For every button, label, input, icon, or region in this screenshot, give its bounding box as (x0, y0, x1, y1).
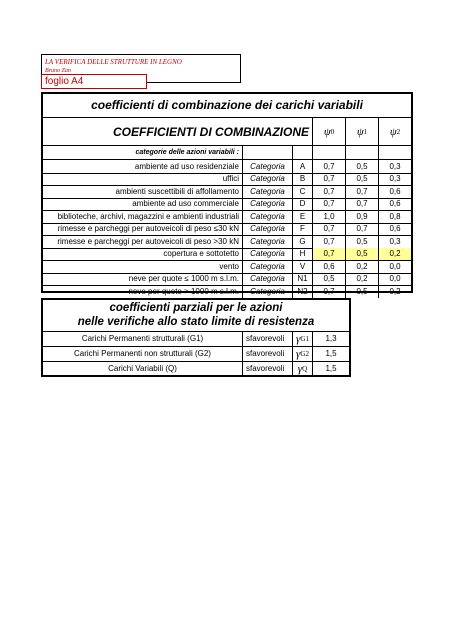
row-description: Carichi Variabili (Q) (43, 361, 243, 376)
row-description: rimesse e parcheggi per autoveicoli di peso ≤30 kN (43, 223, 243, 236)
row-psi1: 0,7 (346, 198, 379, 211)
row-description: uffici (43, 173, 243, 186)
row-psi0: 0,7 (313, 223, 346, 236)
row-description: neve per quote ≤ 1000 m s.l.m. (43, 273, 243, 286)
row-psi1: 0,5 (346, 285, 379, 298)
row-psi2: 0,3 (389, 174, 401, 184)
row-category: Categoria (243, 185, 293, 198)
table-row (43, 273, 411, 287)
table2-title-line2: nelle verifiche allo stato limite di resistenza (77, 316, 315, 328)
row-code: E (293, 210, 313, 223)
row-psi0: 0,7 (313, 198, 346, 211)
row-code: V (293, 260, 313, 273)
row-psi1: 0,7 (346, 223, 379, 236)
row-psi1: 0,2 (346, 260, 379, 273)
table-row (43, 235, 411, 249)
row-effect: sfavorevoli (243, 331, 293, 346)
row-psi1: 0,2 (346, 273, 379, 286)
row-code: N1 (293, 273, 313, 286)
row-description: vento (43, 260, 243, 273)
row-psi0: 0,6 (313, 260, 346, 273)
table-row (43, 185, 411, 199)
row-gamma-symbol: γ G1 (293, 331, 313, 346)
row-description: ambiente ad uso commerciale (43, 198, 243, 211)
category-label: categorie delle azioni variabili : (43, 146, 243, 159)
row-code: B (293, 173, 313, 186)
row-category: Categoria (243, 235, 293, 248)
row-category: Categoria (243, 160, 293, 173)
row-code: C (293, 185, 313, 198)
empty-cell (313, 146, 346, 159)
row-description: ambiente ad uso residenziale (43, 160, 243, 173)
row-category: Categoria (243, 198, 293, 211)
empty-cell (379, 146, 411, 159)
psi2-header: ψ 2 (389, 125, 401, 138)
row-description: neve per quote > 1000 m s.l.m. (43, 285, 243, 298)
row-value: 1,5 (325, 364, 337, 373)
row-psi2: 0,6 (389, 186, 401, 196)
row-psi0: 0,7 (313, 160, 346, 173)
row-psi0: 1,0 (313, 210, 346, 223)
row-code: H (293, 248, 313, 261)
document-author: Bruno Zan (45, 68, 71, 74)
table2-title (43, 300, 349, 332)
table-row (43, 173, 411, 187)
row-code: N2 (293, 285, 313, 298)
row-psi0: 0,7 (313, 248, 346, 261)
row-category: Categoria (243, 223, 293, 236)
empty-cell (293, 146, 313, 159)
row-category: Categoria (243, 248, 293, 261)
row-psi0: 0,7 (313, 173, 346, 186)
row-psi2: 0,3 (389, 161, 401, 171)
row-psi2: 0,3 (389, 236, 401, 246)
row-psi2: 0,2 (379, 248, 411, 261)
sheet-label: foglio A4 (45, 76, 84, 87)
row-effect: sfavorevoli (243, 361, 293, 376)
row-value: 1,5 (325, 349, 337, 358)
table2-title-line1: coefficienti parziali per le azioni (109, 302, 283, 314)
row-psi2: 0,6 (389, 224, 401, 234)
row-code: F (293, 223, 313, 236)
row-code: G (293, 235, 313, 248)
psi0-header: ψ 0 (313, 118, 346, 145)
row-psi1: 0,5 (346, 235, 379, 248)
row-value: 1,3 (325, 334, 337, 343)
row-psi1: 0,9 (346, 210, 379, 223)
row-gamma-symbol: γ Q (293, 361, 313, 376)
row-psi2: 0,0 (389, 261, 401, 271)
row-description: copertura e sottotetto (43, 248, 243, 261)
row-psi2: 0,0 (389, 274, 401, 284)
table1-category-label-row (43, 146, 411, 160)
row-category: Categoria (243, 173, 293, 186)
row-category: Categoria (243, 260, 293, 273)
table1-heading: COEFFICIENTI DI COMBINAZIONE (43, 118, 313, 145)
row-effect: sfavorevoli (243, 346, 293, 361)
table-row (43, 210, 411, 224)
table1-title: coefficienti di combinazione dei carichi variabili (43, 94, 411, 118)
partial-coefficients-table (41, 298, 351, 377)
table-row (43, 160, 411, 174)
row-psi2: 0,6 (389, 199, 401, 209)
row-code: A (293, 160, 313, 173)
table-row (43, 285, 411, 298)
row-psi0: 0,7 (313, 235, 346, 248)
row-gamma-symbol: γ G2 (293, 346, 313, 361)
psi1-header: ψ 1 (346, 118, 379, 145)
row-psi2: 0,8 (389, 211, 401, 221)
row-category: Categoria (243, 210, 293, 223)
combination-coefficients-table (41, 92, 413, 296)
table1-header-row (43, 118, 411, 146)
row-code: D (293, 198, 313, 211)
empty-cell (346, 146, 379, 159)
table-row (43, 346, 349, 362)
document-title: LA VERIFICA DELLE STRUTTURE IN LEGNO (45, 58, 182, 66)
table-row (43, 248, 411, 262)
row-description: biblioteche, archivi, magazzini e ambienti industriali (43, 210, 243, 223)
row-description: ambienti suscettibili di affollamento (43, 185, 243, 198)
table-row (43, 361, 349, 376)
table-row (43, 223, 411, 237)
table-row (43, 260, 411, 274)
row-psi0: 0,7 (313, 285, 346, 298)
row-psi1: 0,5 (346, 160, 379, 173)
row-psi1: 0,7 (346, 185, 379, 198)
row-description: Carichi Permanenti strutturali (G1) (43, 331, 243, 346)
row-psi0: 0,7 (313, 185, 346, 198)
row-category: Categoria (243, 273, 293, 286)
empty-cell (243, 146, 293, 159)
row-category: Categoria (243, 285, 293, 298)
table-row (43, 331, 349, 347)
row-description: rimesse e parcheggi per autoveicoli di peso >30 kN (43, 235, 243, 248)
row-psi2: 0,2 (389, 286, 401, 296)
table-row (43, 198, 411, 212)
row-psi0: 0,5 (313, 273, 346, 286)
row-psi1: 0,5 (346, 173, 379, 186)
sheet-label-box[interactable] (41, 74, 147, 89)
row-description: Carichi Permanenti non strutturali (G2) (43, 346, 243, 361)
row-psi1: 0,5 (346, 248, 379, 261)
